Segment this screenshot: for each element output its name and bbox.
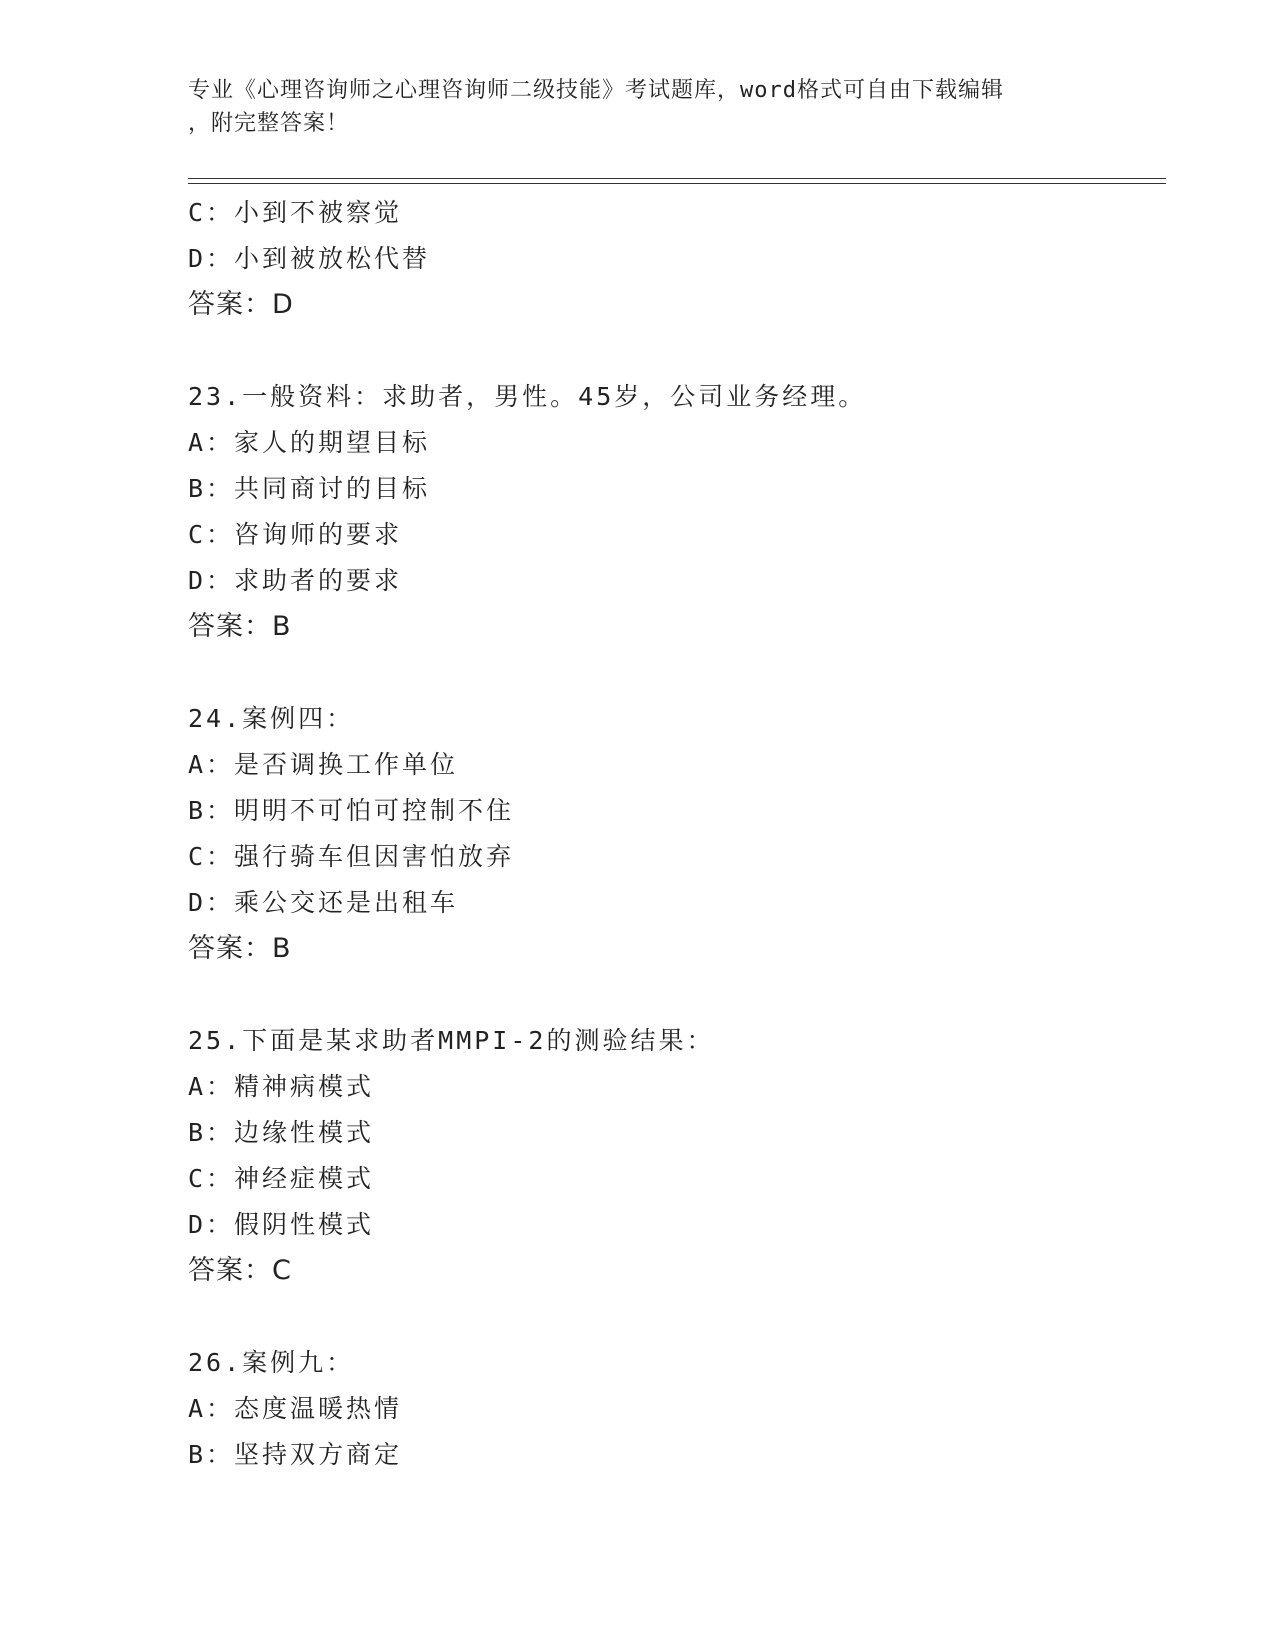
question-list — [188, 190, 1148, 1478]
question-text: 25.下面是某求助者MMPI-2的测验结果： — [188, 1026, 715, 1055]
option-c: C：神经症模式 — [188, 1164, 375, 1193]
answer-line: 答案：B — [188, 933, 292, 964]
option-d: D：求助者的要求 — [188, 566, 403, 595]
option-a: A：是否调换工作单位 — [188, 750, 459, 779]
option-b: B：共同商讨的目标 — [188, 474, 431, 503]
question-block — [188, 374, 1148, 650]
option-c: C：强行骑车但因害怕放弃 — [188, 842, 515, 871]
option-b: B：坚持双方商定 — [188, 1440, 403, 1469]
question-block — [188, 190, 1148, 328]
question-text: 24.案例四： — [188, 704, 355, 733]
option-b: B：边缘性模式 — [188, 1118, 375, 1147]
option-a: A：家人的期望目标 — [188, 428, 431, 457]
option-d: D：小到被放松代替 — [188, 244, 431, 273]
option-c: C：咨询师的要求 — [188, 520, 403, 549]
question-text: 23.一般资料：求助者，男性。45岁，公司业务经理。 — [188, 382, 867, 411]
header-line-1: 专业《心理咨询师之心理咨询师二级技能》考试题库，word格式可自由下载编辑 — [188, 78, 1004, 103]
header-divider-top — [188, 178, 1166, 179]
option-a: A：态度温暖热情 — [188, 1394, 403, 1423]
option-c: C：小到不被察觉 — [188, 198, 403, 227]
option-d: D：假阴性模式 — [188, 1210, 375, 1239]
answer-line: 答案：D — [188, 289, 294, 320]
option-a: A：精神病模式 — [188, 1072, 375, 1101]
question-block — [188, 696, 1148, 972]
option-b: B：明明不可怕可控制不住 — [188, 796, 515, 825]
answer-line: 答案：C — [188, 1255, 292, 1286]
question-text: 26.案例九： — [188, 1348, 355, 1377]
document-header — [188, 74, 1088, 140]
option-d: D：乘公交还是出租车 — [188, 888, 459, 917]
question-block — [188, 1018, 1148, 1294]
header-divider-bottom — [188, 183, 1166, 184]
answer-line: 答案：B — [188, 611, 292, 642]
question-block — [188, 1340, 1148, 1478]
header-line-2: ，附完整答案！ — [188, 111, 350, 136]
